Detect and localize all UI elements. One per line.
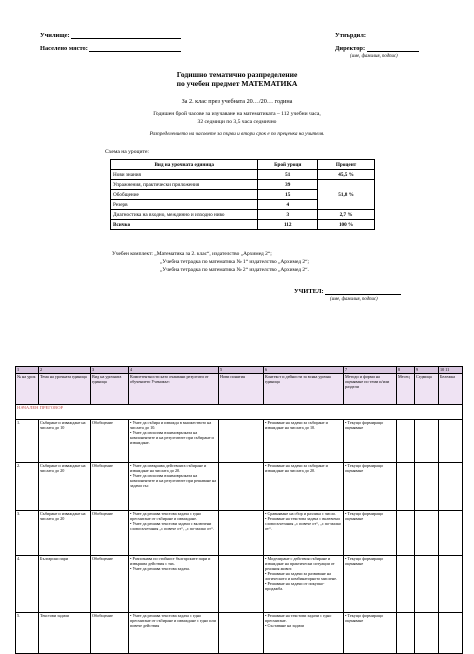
textbook-item: „Математика за 2. клас“, издателство „Архимед 2“; bbox=[154, 251, 272, 257]
column-number: 5 bbox=[219, 367, 264, 374]
lesson-competences: • Разпознава по стойност българските пари и извършва действия с тях. • Умее да решава текстова задача. bbox=[129, 556, 219, 613]
lesson-new-terms bbox=[219, 613, 264, 654]
lesson-context: • Моделиране с действия събиране и изваждане на практически ситуации от реалния живот. • Решаване на задачи за развиване на логическото и комбинаторното мислене. • Решаване на задачи от покупко-продажба. bbox=[264, 556, 344, 613]
lesson-evaluation: • Текущо формиращо оценяване bbox=[344, 511, 397, 556]
textbook-line-2: „Учебна тетрадка по математика № 1“ издателство „Архимед 2“; bbox=[160, 259, 309, 265]
director-field bbox=[335, 45, 419, 52]
column-number: 1 bbox=[16, 367, 39, 374]
lesson-type: Обобщение bbox=[91, 511, 129, 556]
lesson-number: 3. bbox=[16, 511, 39, 556]
teacher-field bbox=[294, 288, 401, 295]
summary-count: 3 bbox=[258, 210, 318, 220]
lesson-new-terms bbox=[219, 420, 264, 463]
lesson-competences: • Умее да извършва действията събиране и изваждане на числата до 20. • Умее да използва взаимовръзката на компонентите и на резултатите при решаване на задачи със bbox=[129, 463, 219, 511]
teacher-line bbox=[325, 294, 401, 295]
plan-header: Седмица bbox=[415, 374, 439, 405]
director-line bbox=[367, 51, 419, 52]
lesson-month bbox=[397, 556, 415, 613]
lesson-evaluation: • Текущо формиращо оценяване bbox=[344, 613, 397, 654]
summary-type: Нови знания bbox=[111, 170, 258, 180]
summary-header-row bbox=[111, 160, 375, 170]
lesson-topic: Събиране и изваждане на числата до 10 bbox=[39, 420, 91, 463]
lesson-number: 1. bbox=[16, 420, 39, 463]
doc-title: Годишно тематично разпределение bbox=[176, 70, 298, 79]
plan-header: Нови понятия bbox=[219, 374, 264, 405]
summary-count: 4 bbox=[258, 200, 318, 210]
section-row bbox=[16, 405, 463, 420]
plan-header: Тема на урочната единица bbox=[39, 374, 91, 405]
place-line bbox=[89, 51, 181, 52]
lesson-row bbox=[16, 556, 463, 613]
plan-body bbox=[16, 420, 463, 654]
summary-total-percent: 100 % bbox=[318, 220, 375, 230]
lesson-new-terms bbox=[219, 556, 264, 613]
column-number: 6 bbox=[264, 367, 344, 374]
lesson-type: Обобщение bbox=[91, 420, 129, 463]
section-title: НАЧАЛЕН ПРЕГОВОР bbox=[17, 405, 64, 410]
summary-row bbox=[111, 210, 375, 220]
column-number: 10 bbox=[440, 367, 445, 372]
lesson-row bbox=[16, 613, 463, 654]
lesson-competences: • Умее да решава текстова задача с едно пресмятане от събиране и изваждане с едно или повече действия bbox=[129, 613, 219, 654]
place-field bbox=[40, 45, 181, 52]
plan-header: Методи и форми на оценяване по теми и/или раздели bbox=[344, 374, 397, 405]
summary-type: Резерв bbox=[111, 200, 258, 210]
lesson-context: • Сравняване на сбор и разлика с число. • Решаване на текстова задача с включени словосъчетания „с повече от“, „с по-малко от“. bbox=[264, 511, 344, 556]
summary-row bbox=[111, 170, 375, 180]
lesson-context: • Решаване на задачи за събиране и изваждане на числата до 20. bbox=[264, 463, 344, 511]
lesson-topic: Събиране и изваждане на числата до 20 bbox=[39, 511, 91, 556]
column-number: 7 bbox=[344, 367, 397, 374]
summary-percent: 51,8 % bbox=[318, 180, 375, 210]
lesson-competences: • Умее да събира и изважда в множеството на числата до 10. • Умее да използва взаимовръзката на компонентите и на резултатите при събиране и изваждане. bbox=[129, 420, 219, 463]
plan-header: № на урок bbox=[16, 374, 39, 405]
plan-header-row bbox=[16, 374, 463, 405]
lesson-topic: Събиране и изваждане на числата до 20 bbox=[39, 463, 91, 511]
plan-header: Бележка bbox=[439, 374, 463, 405]
plan-header: Контекст и дейности за всяка урочна единица bbox=[264, 374, 344, 405]
lesson-number: 5. bbox=[16, 613, 39, 654]
column-numbers-row bbox=[16, 367, 463, 374]
summary-type: Упражнения, практически приложения bbox=[111, 180, 258, 190]
lesson-topic: Текстови задачи bbox=[39, 613, 91, 654]
lesson-number: 2. bbox=[16, 463, 39, 511]
column-number: 4 bbox=[129, 367, 219, 374]
lesson-new-terms bbox=[219, 463, 264, 511]
approved-label: Утвърдил: bbox=[335, 32, 366, 39]
teacher-label: УЧИТЕЛ: bbox=[294, 288, 324, 295]
lesson-number: 4. bbox=[16, 556, 39, 613]
lesson-week bbox=[415, 463, 439, 511]
lesson-week bbox=[415, 613, 439, 654]
lesson-week bbox=[415, 511, 439, 556]
lesson-type: Обобщение bbox=[91, 613, 129, 654]
column-number: 9 bbox=[415, 367, 439, 374]
lesson-context: • Решаване на текстови задачи с едно пресмятане. • Съставяне на задачи bbox=[264, 613, 344, 654]
textbook-line-3: „Учебна тетрадка по математика № 2“ издателство „Архимед 2“. bbox=[160, 267, 309, 273]
lesson-row bbox=[16, 420, 463, 463]
lesson-evaluation: • Текущо формиращо оценяване bbox=[344, 463, 397, 511]
summary-count: 15 bbox=[258, 190, 318, 200]
lesson-row bbox=[16, 463, 463, 511]
weeks-info: 32 седмици по 3,5 часа седмично bbox=[197, 119, 277, 125]
hours-info: Годишен брой часове за изучаване на математиката – 112 учебни часа, bbox=[153, 111, 321, 117]
place-label: Населено място: bbox=[40, 45, 88, 52]
textbook-label: Учебен комплект: bbox=[112, 251, 153, 257]
lesson-type: Обобщение bbox=[91, 556, 129, 613]
summary-percent: 45,5 % bbox=[318, 170, 375, 180]
summary-count: 39 bbox=[258, 180, 318, 190]
school-field bbox=[40, 32, 181, 39]
summary-total-count: 112 bbox=[258, 220, 318, 230]
lesson-month bbox=[397, 613, 415, 654]
lesson-month bbox=[397, 511, 415, 556]
summary-count: 51 bbox=[258, 170, 318, 180]
director-label: Директор: bbox=[335, 45, 366, 52]
distribution-note: Разпределението на часовете за първи и втори срок е по преценка на учителя. bbox=[149, 131, 325, 137]
lesson-note bbox=[439, 556, 463, 613]
lesson-month bbox=[397, 420, 415, 463]
lesson-month bbox=[397, 463, 415, 511]
school-year: За 2. клас през учебната 20…/20… година bbox=[181, 98, 293, 105]
lesson-competences: • Умее да решава текстова задача с едно пресмятане от събиране и изваждане. • Умее да решава текстови задачи с включени словосъчетания „с повече от“, „с по-малко от“. bbox=[129, 511, 219, 556]
column-number: 2 bbox=[39, 367, 91, 374]
lesson-evaluation: • Текущо формиращо оценяване bbox=[344, 420, 397, 463]
lesson-note bbox=[439, 511, 463, 556]
summary-header-percent: Процент bbox=[318, 160, 375, 170]
summary-header-count: Брой уроци bbox=[258, 160, 318, 170]
section-cell bbox=[16, 405, 463, 420]
textbook-line-1 bbox=[112, 251, 272, 257]
school-label: Училище: bbox=[40, 32, 70, 39]
school-line bbox=[71, 38, 181, 39]
lesson-new-terms bbox=[219, 511, 264, 556]
teacher-note: (име, фамилия, подпис) bbox=[330, 297, 378, 302]
lesson-note bbox=[439, 420, 463, 463]
summary-percent: 2,7 % bbox=[318, 210, 375, 220]
lesson-context: • Решаване на задачи за събиране и изваждане на числата до 10. bbox=[264, 420, 344, 463]
scheme-label: Схема на уроците: bbox=[105, 149, 149, 155]
lesson-week bbox=[415, 420, 439, 463]
lesson-summary-table bbox=[110, 159, 375, 230]
column-number: 11 bbox=[445, 367, 450, 372]
lesson-week bbox=[415, 556, 439, 613]
column-number: 3 bbox=[91, 367, 129, 374]
summary-total-row bbox=[111, 220, 375, 230]
summary-type: Обобщение bbox=[111, 190, 258, 200]
doc-subtitle: по учебен предмет МАТЕМАТИКА bbox=[176, 79, 298, 88]
lesson-evaluation: • Текущо формиращо оценяване bbox=[344, 556, 397, 613]
summary-row bbox=[111, 180, 375, 190]
column-number-pair bbox=[439, 367, 463, 374]
summary-header-type: Вид на урочната единица bbox=[111, 160, 258, 170]
thematic-plan-table bbox=[15, 366, 463, 654]
plan-header: Компетентности като очаквани резултати от обучението Ученикът: bbox=[129, 374, 219, 405]
lesson-type: Обобщение bbox=[91, 463, 129, 511]
summary-type: Диагностика на входно, междинно и изходно ниво bbox=[111, 210, 258, 220]
lesson-row bbox=[16, 511, 463, 556]
lesson-note bbox=[439, 613, 463, 654]
summary-total-label: Всичко bbox=[111, 220, 258, 230]
director-note: (име, фамилия, подпис) bbox=[350, 54, 398, 59]
plan-header: Вид на урочната единица bbox=[91, 374, 129, 405]
plan-header: Месец bbox=[397, 374, 415, 405]
lesson-topic: Български пари bbox=[39, 556, 91, 613]
lesson-note bbox=[439, 463, 463, 511]
column-number: 8 bbox=[397, 367, 415, 374]
